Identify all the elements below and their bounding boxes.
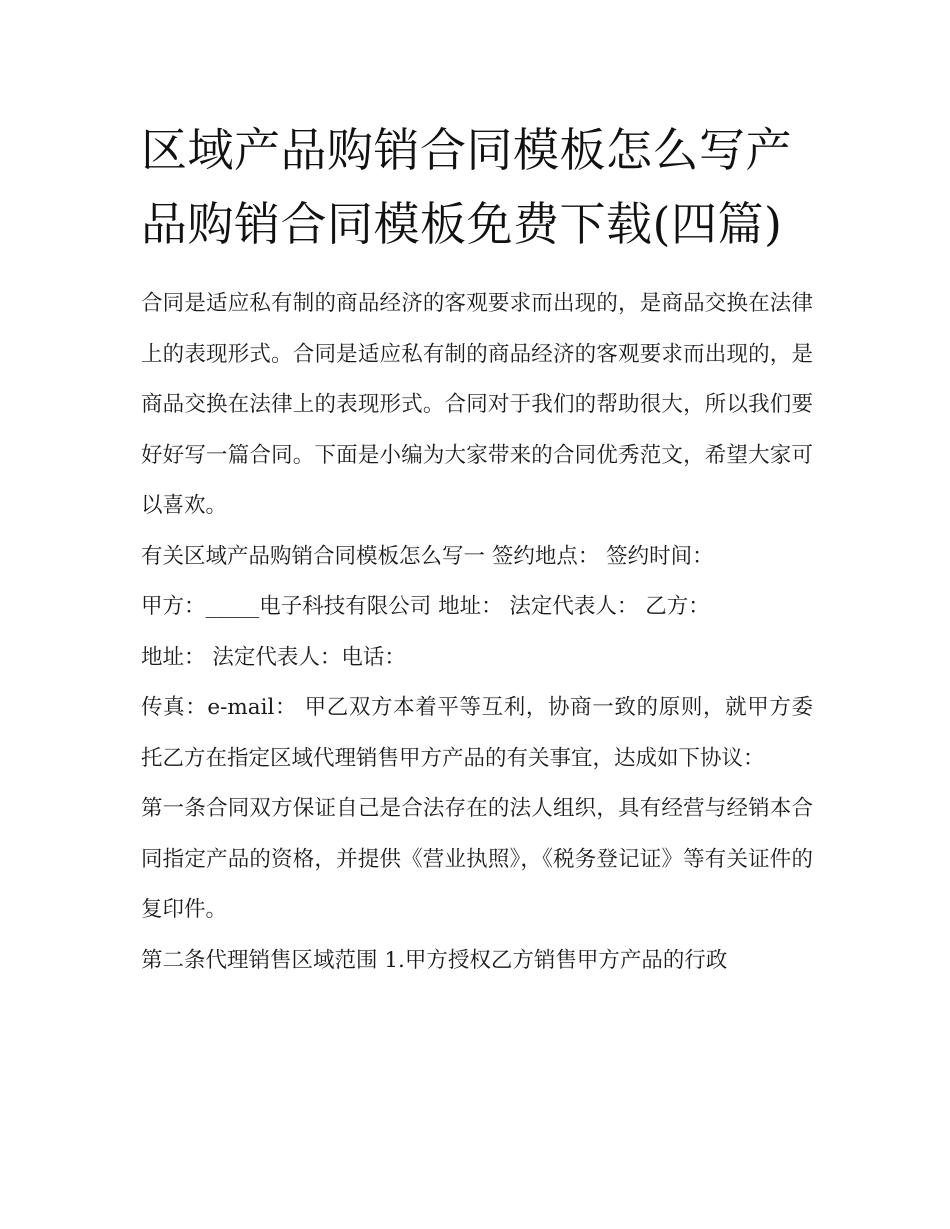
- contract-heading-line: 有关区域产品购销合同模板怎么写一 签约地点： 签约时间：: [141, 543, 714, 569]
- party-a-line: 甲方：_____电子科技有限公司 地址： 法定代表人： 乙方：: [141, 594, 710, 619]
- party-b-address-line: 地址： 法定代表人：电话：: [141, 644, 406, 670]
- document-title: 区域产品购销合同模板怎么写产品购销合同模板免费下载(四篇): [141, 123, 792, 251]
- intro-paragraph: 合同是适应私有制的商品经济的客观要求而出现的，是商品交换在法律上的表现形式。合同是适应私有制的商品经济的客观要求而出现的，是商品交换在法律上的表现形式。合同对于我们的帮助很大，所以我们要好好写一篇合同。下面是小编为大家带来的合同优秀范文，希望大家可以喜欢。: [141, 291, 813, 518]
- document-body: [141, 113, 813, 986]
- article-one-paragraph: 第一条合同双方保证自己是合法存在的法人组织，具有经营与经销本合同指定产品的资格，并提供《营业执照》，《税务登记证》等有关证件的复印件。: [141, 796, 813, 922]
- article-two-paragraph: 第二条代理销售区域范围 1.甲方授权乙方销售甲方产品的行政: [141, 947, 728, 973]
- fax-email-paragraph: 传真：e-mail： 甲乙双方本着平等互利，协商一致的原则，就甲方委托乙方在指定区域代理销售甲方产品的有关事宜，达成如下协议：: [141, 695, 813, 771]
